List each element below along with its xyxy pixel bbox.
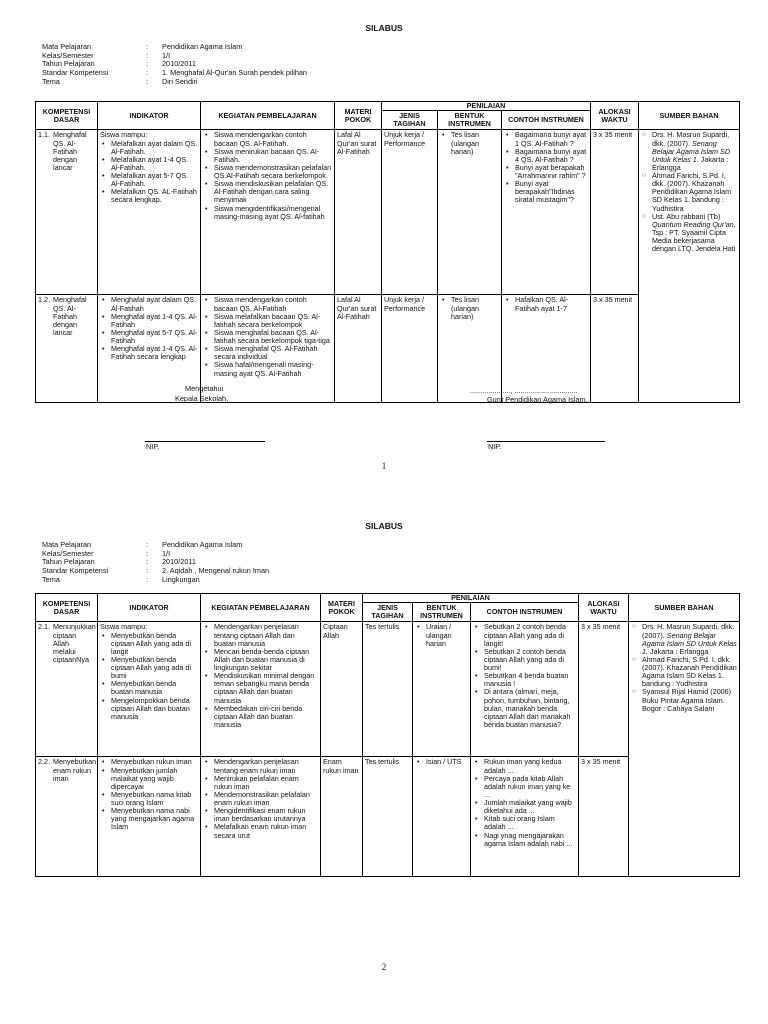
header-jenis-tagihan: JENIS TAGIHAN [382, 111, 438, 130]
cell-indikator [98, 622, 201, 757]
list-item: • Bagaimana bunyi ayat 1 QS. Al-Fatihah ? [504, 131, 588, 147]
header-jenis-tagihan: JENIS TAGIHAN [363, 603, 413, 622]
meta-row-mata-pelajaran: Mata Pelajaran : Pendidikan Agama Islam [42, 42, 243, 51]
indikator-intro: Siswa mampu: [100, 622, 148, 632]
header-contoh-instrumen: CONTOH INSTRUMEN [502, 111, 591, 130]
document-page-2 [0, 500, 768, 1024]
list-item: • Siswa melafalkan bacaan QS. Al-fatihah secara berkelompok [203, 313, 332, 329]
meta-row-mata-pelajaran: Mata Pelajaran : Pendidikan Agama Islam [42, 540, 243, 549]
cell-contoh-instrumen [471, 757, 579, 877]
page-title: SILABUS [365, 23, 403, 33]
list-item: • Siswa menghafal QS. Al-Fatihah secara individual [203, 345, 332, 361]
list-item: • Di antara (almari, meja, pohon, tumbuhan, bintang, bulan, manakah benda ciptaan Allah dan manakah benda buatan manusia? [473, 688, 576, 729]
list-item: • Menghafal ayat 5-7 QS. Al-Fatihah [100, 329, 198, 345]
meta-row-tema: Tema : Diri Sendiri [42, 76, 198, 86]
list-item: • Mengidentifikasi enam rukun iman berdasarkan urutannya [203, 807, 318, 823]
list-item: • Melafalkan ayat 1-4 QS. Al-Fatihah. [100, 156, 198, 172]
cell-alokasi-waktu: 3 x 35 menit [591, 130, 639, 295]
signature-line-left [145, 441, 265, 442]
header-materi-pokok: MATERI POKOK [335, 102, 382, 130]
cell-sumber-bahan [629, 622, 740, 877]
list-item: • Melafalkan ayat dalam QS. Al-Fatihah. [100, 140, 198, 156]
cell-jenis-tagihan: Tes tertulis [363, 622, 413, 757]
list-item: • Sebutkan 2 contoh benda ciptaan Allah yang ada di bumi! [473, 648, 576, 672]
header-bentuk-instrumen: BENTUK INSTRUMEN [413, 603, 471, 622]
list-item: • Menghafal ayat dalam QS. Al-Fatihah [100, 296, 198, 312]
list-item: • Siswa menirukan bacaan QS. Al-Fatihah. [203, 148, 332, 164]
list-item: • Siswa mengidentifikasi/mengenal masing-masing ayat QS. Al-fatihah [203, 205, 332, 221]
meta-row-standar-kompetensi: Standar Kompetensi : 1. Menghafal Al-Qur'an Surah pendek pilihan [42, 68, 307, 78]
syllabus-table [35, 593, 740, 877]
cell-alokasi-waktu: 3 x 35 menit [579, 622, 629, 757]
list-item: • Melafalkan QS. AL-Fatihah secara lengkap. [100, 188, 198, 204]
meta-row-kelas-semester: Kelas/Semester : 1/I [42, 548, 171, 558]
header-alokasi-waktu: ALOKASI WAKTU [579, 594, 629, 622]
cell-materi-pokok: Enam rukun iman [321, 757, 363, 877]
list-item: • Rukun iman yang kedua adalah ... [473, 758, 576, 774]
cell-sumber-bahan [639, 130, 740, 403]
meta-row-tahun-pelajaran: Tahun Pelajaran : 2010/2011 [42, 59, 196, 69]
list-item: • Mendemonstrasikan pelafalan enam rukun iman [203, 791, 318, 807]
list-item: • Bunyi ayat berapakah "Arrahmannir rahim" ? [504, 164, 588, 180]
cell-indikator [98, 757, 201, 877]
list-item: • Mencari benda-benda ciptaan Allah dan buatan manusia di lingkungan sekitar [203, 648, 318, 672]
list-item: • Siswa mendengarkan contoh bacaan QS. Al-Fatihah. [203, 131, 332, 147]
nip-left: NIP. [146, 442, 160, 451]
list-item: ○ Syamsul Rijal Hamid (2006) Buku Pintar Agama Islam. Bogor : Cahaya Salam [631, 688, 737, 712]
cell-kegiatan [201, 130, 335, 295]
cell-materi-pokok: Lafal Al Qur'an surat Al-Fatihah [335, 130, 382, 295]
table-row [36, 130, 740, 295]
cell-contoh-instrumen [471, 622, 579, 757]
document-page-1 [0, 0, 768, 500]
list-item: • Melafalkan enam rukun iman secara urut [203, 823, 318, 839]
cell-bentuk-instrumen [413, 757, 471, 877]
cell-indikator [98, 130, 201, 295]
header-sumber-bahan: SUMBER BAHAN [639, 102, 740, 130]
list-item: • Siswa mendiskusikan pelafalan QS. Al-Fatihah dengan cara saling menyimak [203, 180, 332, 204]
list-item: • Mengelompokkan benda ciptaan Allah dan buatan manusia [100, 697, 198, 721]
cell-materi-pokok: Lafal Al Qur'an surat Al-Fatihah [335, 295, 382, 403]
meta-row-tahun-pelajaran: Tahun Pelajaran : 2010/2011 [42, 557, 196, 567]
cell-kompetensi-dasar: 1.1. Menghafal QS. Al-Fatihah dengan lancar [36, 130, 98, 295]
list-item: ○ Ahmad Farichi, S.Pd. I, dkk. (2007). Khazanah Pendidikan Agama Islam SD Kelas 1. bandung : Yudhistira [641, 172, 737, 213]
cell-kompetensi-dasar: 1.2. Menghafal QS. Al-Fatihah dengan lancar [36, 295, 98, 403]
sign-kepala-sekolah: Kepala Sekolah, [175, 394, 229, 403]
list-item: • Tes lisan (ulangan harian) [440, 131, 499, 155]
list-item: • Kitab suci orang Islam adalah ... [473, 815, 576, 831]
cell-kompetensi-dasar: 2.2. Menyebutkan enam rukun iman [36, 757, 98, 877]
list-item: • Tes lisan (ulangan harian) [440, 296, 499, 320]
list-item: ○ Ahmad Farichi, S.Pd. I, dkk. (2007). Khazanah Pendidikan Agama Islam SD Kelas 1. bandung : Yudhistira [631, 656, 737, 689]
header-indikator: INDIKATOR [98, 594, 201, 622]
table-row [36, 295, 740, 403]
cell-jenis-tagihan: Tes tertulis [363, 757, 413, 877]
list-item: • Melafalkan ayat 5-7 QS. Al-Fatihah. [100, 172, 198, 188]
list-item: ○ Drs. H. Masrun Supardi, dkk. (2007). Senang Belajar Agama Islam SD Untuk Kelas 1. Jakarta : Erlangga [641, 131, 737, 172]
header-materi-pokok: MATERI POKOK [321, 594, 363, 622]
header-indikator: INDIKATOR [98, 102, 201, 130]
cell-jenis-tagihan: Unjuk kerja / Performance [382, 130, 438, 295]
list-item: • Siswa menghafal bacaan QS. Al-fatihah secara berkelompok tiga-tiga [203, 329, 332, 345]
list-item: ○ Ust. Abu rabbani (Tb) Quantum Reading Qur'an, Tsp : PT. Syaamil Cipta Media bekerjasama dengan LTQ. Jendela Hati [641, 213, 737, 254]
sign-place-date: ...................., ............................... [470, 386, 578, 395]
syllabus-meta [42, 43, 307, 86]
list-item: • Menyebutkan jumlah malaikat yang wajib dipercayai [100, 767, 198, 791]
cell-materi-pokok: Ciptaan Allah [321, 622, 363, 757]
syllabus-meta [42, 541, 269, 584]
meta-row-standar-kompetensi: Standar Kompetensi : 2. Aqidah , Mengenal rukun Iman [42, 566, 270, 576]
nip-right: NIP. [488, 442, 502, 451]
list-item: • Hafalkan QS. Al-Fatihah ayat 1-7 [504, 296, 588, 312]
cell-contoh-instrumen [502, 130, 591, 295]
header-kegiatan: KEGIATAN PEMBELAJARAN [201, 594, 321, 622]
list-item: • Nagi ynag mengajarakan agama Islam adalah nabi ... [473, 832, 576, 848]
list-item: • Mendiskusikan minimal dengan teman sebangku mana benda ciptaan Allah dan buatan manusia [203, 672, 318, 705]
page-number: 2 [381, 962, 387, 972]
list-item: • Percaya pada kitab Allah adalah rukun iman yang ke ... [473, 775, 576, 799]
list-item: • Menyebutkan nama kitab suci orang Islam [100, 791, 198, 807]
page-number: 1 [381, 461, 387, 471]
list-item: ○ Drs. H. Masrun Supardi, dkk. (2007). Senang Belajar Agama Islam SD Untuk Kelas 1. Jakarta : Erlangga [631, 623, 737, 656]
list-item: • Isian / UTS [415, 758, 468, 766]
cell-bentuk-instrumen [438, 130, 502, 295]
list-item: • Mendengarkan penjelasan tentang enam rukun iman [203, 758, 318, 774]
list-item: • Siswa hafal/mengenali masing-masing ayat QS. Al-Fatihah [203, 361, 332, 377]
list-item: • Menyebutkan benda ciptaan Allah yang ada di langit [100, 632, 198, 656]
meta-row-kelas-semester: Kelas/Semester : 1/I [42, 50, 171, 60]
list-item: • Menghafal ayat 1-4 QS. Al-Fatihah [100, 313, 198, 329]
list-item: • Menyebutkan rukun iman [100, 758, 198, 766]
header-bentuk-instrumen: BENTUK INSTRUMEN [438, 111, 502, 130]
list-item: • Menyebutkan nama nabi yang mengajarkan agama Islam [100, 807, 198, 831]
cell-bentuk-instrumen [413, 622, 471, 757]
cell-alokasi-waktu: 3 x 35 menit [591, 295, 639, 403]
cell-jenis-tagihan: Unjuk kerja / Performance [382, 295, 438, 403]
syllabus-table [35, 101, 740, 403]
list-item: • Uraian / ulangan harian [415, 623, 468, 647]
signature-line-right [487, 441, 605, 442]
list-item: • Jumlah malaikat yang wajib diketahui ada ... [473, 799, 576, 815]
list-item: • Sebutkan 2 contoh benda ciptaan Allah yang ada di langit! [473, 623, 576, 647]
list-item: • Menyebutkan benda ciptaan Allah yang ada di bumi [100, 656, 198, 680]
list-item: • Mendengarkan penjelasan tentang ciptaan Allah dan buatan manusia [203, 623, 318, 647]
header-kegiatan: KEGIATAN PEMBELAJARAN [201, 102, 335, 130]
header-kompetensi-dasar: KOMPETENSI DASAR [36, 594, 98, 622]
list-item: • Menirukan pelafalan enam rukun iman [203, 775, 318, 791]
sign-guru-pai: Guru Pendidikan Agama Islam, [487, 395, 588, 404]
header-penilaian: PENILAIAN [382, 102, 591, 111]
meta-row-tema: Tema : Lingkungan [42, 574, 200, 584]
table-header-row [36, 594, 740, 603]
header-sumber-bahan: SUMBER BAHAN [629, 594, 740, 622]
indikator-intro: Siswa mampu: [100, 130, 148, 140]
header-alokasi-waktu: ALOKASI WAKTU [591, 102, 639, 130]
cell-alokasi-waktu: 3 x 35 menit [579, 757, 629, 877]
list-item: • Sebuttkan 4 benda buatan manusia ! [473, 672, 576, 688]
list-item: • Siswa mendemonstrasikan pelafalan QS.Al-Fatihah secara berkelompok. [203, 164, 332, 180]
cell-kompetensi-dasar: 2.1. Menunjukkan ciptaan Allah melalui ciptaanNya [36, 622, 98, 757]
header-penilaian: PENILAIAN [363, 594, 579, 603]
list-item: • Bagaimana bunyi ayat 4 QS. Al-Fatihah ? [504, 148, 588, 164]
table-header-row [36, 102, 740, 111]
list-item: • Bunyi ayat berapakah"Ihdinas siratal mustaqim"? [504, 180, 588, 204]
list-item: • Menyebutkan benda buatan manusia [100, 680, 198, 696]
list-item: • Siswa mendengarkan contoh bacaan QS. Al-Fatihah [203, 296, 332, 312]
cell-kegiatan [201, 622, 321, 757]
page-title: SILABUS [365, 521, 403, 531]
table-row [36, 622, 740, 757]
sign-mengetahui: Mengetahui [185, 384, 224, 393]
list-item: • Menghafal ayat 1-4 QS. Al-Fatihah secara lengkap [100, 345, 198, 361]
list-item: • Membedakan ciri-ciri benda ciptaan Allah dan buatan manusia [203, 705, 318, 729]
header-kompetensi-dasar: KOMPETENSI DASAR [36, 102, 98, 130]
cell-kegiatan [201, 757, 321, 877]
header-contoh-instrumen: CONTOH INSTRUMEN [471, 603, 579, 622]
